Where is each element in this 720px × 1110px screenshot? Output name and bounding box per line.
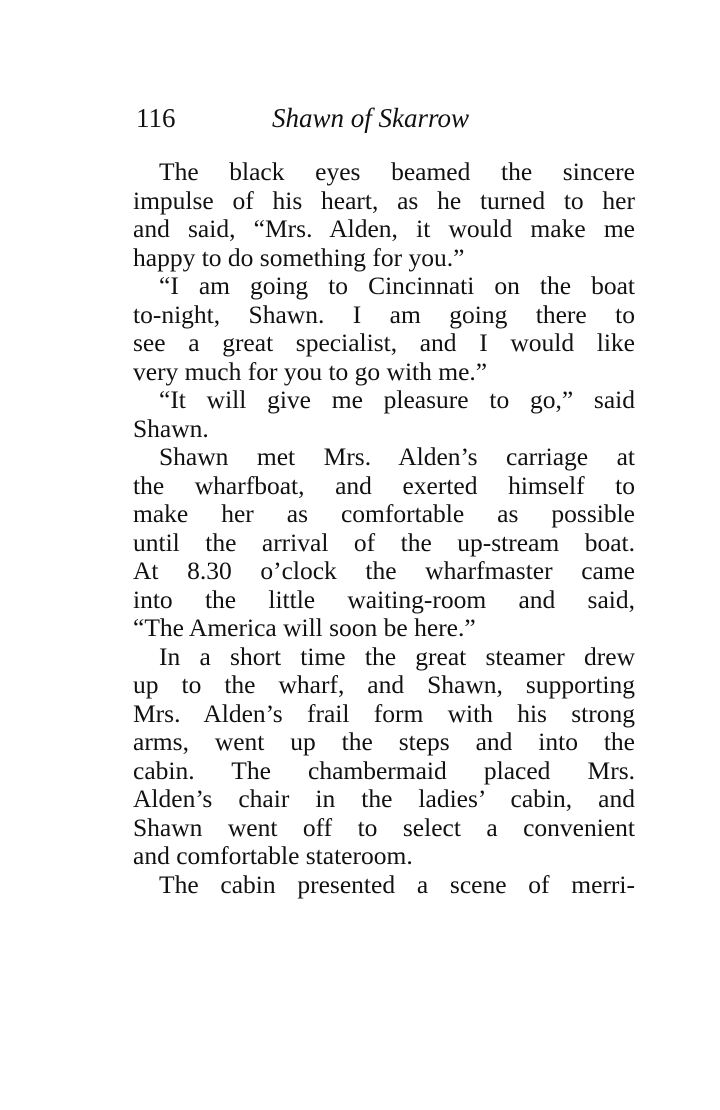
text-line: The cabin presented a scene of merri-	[159, 869, 635, 899]
text-line: until the arrival of the up-stream boat.	[133, 527, 635, 557]
text-line: and said, “Mrs. Alden, it would make me	[133, 214, 635, 243]
text-line: and comfortable stateroom.	[133, 841, 413, 870]
text-line: “I am going to Cincinnati on the boat	[159, 271, 635, 300]
text-line: very much for you to go with me.”	[133, 356, 488, 386]
page-header	[136, 103, 636, 139]
text-line: Shawn met Mrs. Alden’s carriage at	[159, 442, 635, 471]
text-line: arms, went up the steps and into the	[133, 727, 635, 756]
text-line: Shawn went off to select a convenient	[133, 812, 635, 842]
text-line: into the little waiting-room and said,	[133, 584, 635, 614]
text-line: The black eyes beamed the sincere	[159, 157, 635, 186]
text-line: At 8.30 o’clock the wharfmaster came	[133, 556, 635, 585]
text-line: Shawn.	[133, 413, 209, 443]
text-line: see a great specialist, and I would like	[133, 328, 635, 357]
text-line: Mrs. Alden’s frail form with his strong	[133, 698, 635, 728]
page-number: 116	[136, 103, 176, 133]
body-text	[133, 158, 635, 899]
text-line: impulse of his heart, as he turned to her	[133, 185, 635, 215]
text-line: cabin. The chambermaid placed Mrs.	[133, 755, 635, 785]
text-line: “It will give me pleasure to go,” said	[159, 385, 635, 414]
text-line: happy to do something for you.”	[133, 242, 465, 272]
text-line: to-night, Shawn. I am going there to	[133, 299, 635, 329]
text-line: In a short time the great steamer drew	[159, 641, 635, 671]
text-line: make her as comfortable as possible	[133, 499, 635, 528]
text-line: “The America will soon be here.”	[133, 613, 476, 642]
text-line: Alden’s chair in the ladies’ cabin, and	[133, 784, 635, 813]
text-line: the wharfboat, and exerted himself to	[133, 470, 635, 500]
text-line: up to the wharf, and Shawn, supporting	[133, 670, 635, 699]
running-title: Shawn of Skarrow	[272, 103, 470, 133]
